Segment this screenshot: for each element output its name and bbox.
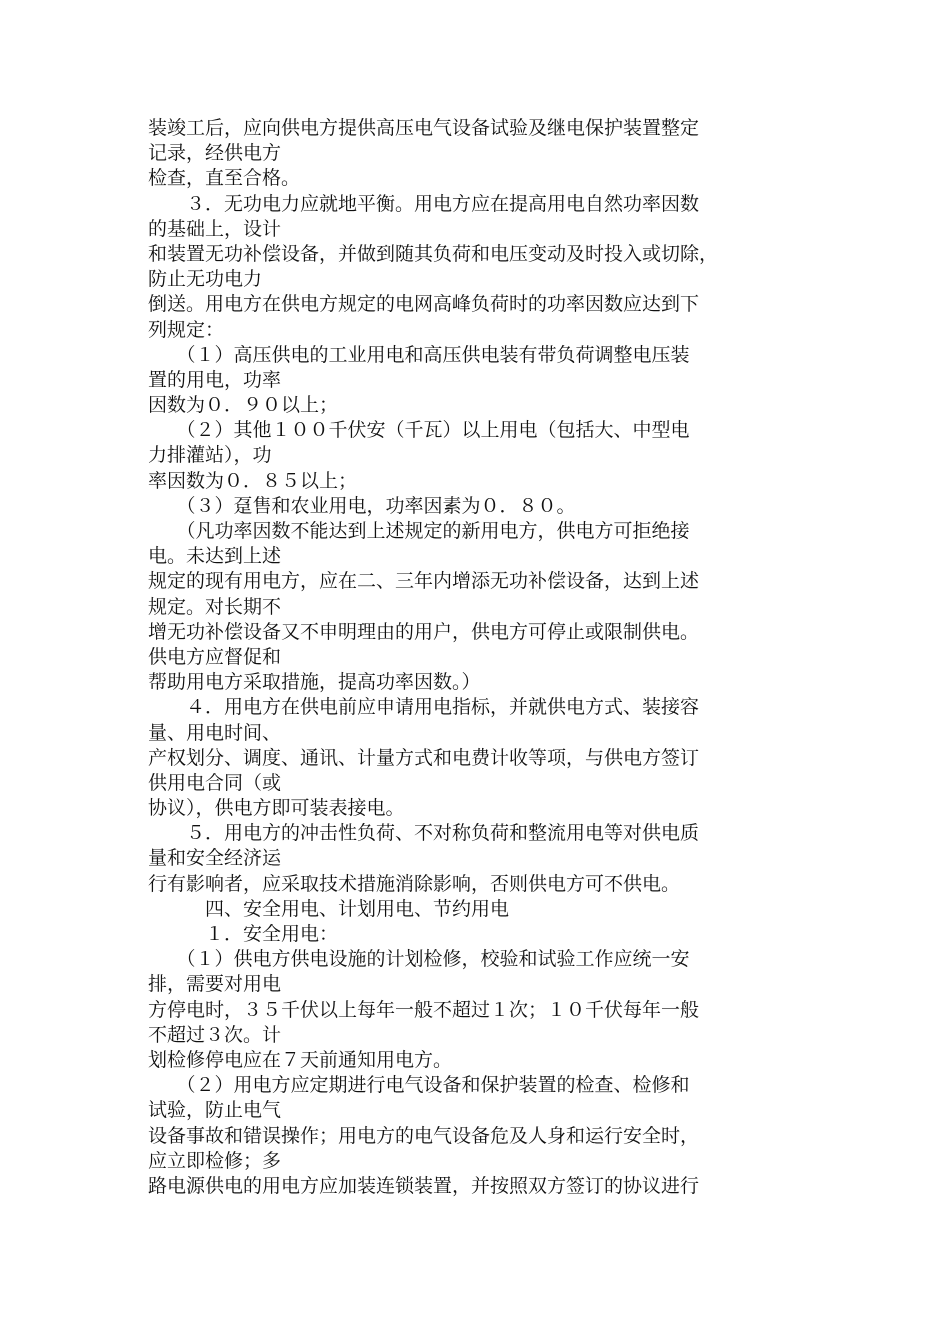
text-line: （１）供电方供电设施的计划检修，校验和试验工作应统一安 xyxy=(148,948,690,971)
text-line: 记录，经供电方 xyxy=(148,142,282,165)
text-line: 力排灌站），功 xyxy=(148,444,272,467)
text-line: （２）其他１００千伏安（千瓦）以上用电（包括大、中型电 xyxy=(148,419,690,442)
text-line: （２）用电方应定期进行电气设备和保护装置的检查、检修和 xyxy=(148,1074,690,1097)
text-line: 量、用电时间、 xyxy=(148,721,282,744)
text-line: 量和安全经济运 xyxy=(148,847,282,870)
text-line: 划检修停电应在７天前通知用电方。 xyxy=(148,1048,453,1071)
text-line: 电。未达到上述 xyxy=(148,545,282,568)
text-line: 防止无功电力 xyxy=(148,268,263,291)
text-line: 装竣工后，应向供电方提供高压电气设备试验及继电保护装置整定 xyxy=(148,117,700,139)
document-body xyxy=(148,116,828,1199)
text-line: 路电源供电的用电方应加装连锁装置，并按照双方签订的协议进行 xyxy=(148,1174,700,1197)
text-line: 列规定： xyxy=(148,318,225,341)
text-line: ３．无功电力应就地平衡。用电方应在提高用电自然功率因数 xyxy=(148,192,700,215)
text-line: 应立即检修；多 xyxy=(148,1149,282,1172)
text-line: 置的用电，功率 xyxy=(148,368,282,391)
text-line: （凡功率因数不能达到上述规定的新用电方，供电方可拒绝接 xyxy=(148,520,690,542)
text-line: 供电方应督促和 xyxy=(148,645,282,668)
text-line: 规定。对长期不 xyxy=(148,595,282,618)
text-line: 增无功补偿设备又不申明理由的用户，供电方可停止或限制供电。 xyxy=(148,620,700,643)
text-line: 因数为０．９０以上； xyxy=(148,394,339,417)
text-line: 供用电合同（或 xyxy=(148,771,282,794)
text-line: 检查，直至合格。 xyxy=(148,167,301,190)
text-line: ４．用电方在供电前应申请用电指标，并就供电方式、装接容 xyxy=(148,696,700,719)
text-line: 试验，防止电气 xyxy=(148,1099,282,1122)
text-line: 和装置无功补偿设备，并做到随其负荷和电压变动及时投入或切除， xyxy=(148,242,719,265)
text-line: 倒送。用电方在供电方规定的电网高峰负荷时的功率因数应达到下 xyxy=(148,293,700,316)
text-line: 排，需要对用电 xyxy=(148,973,282,996)
text-line: 帮助用电方采取措施，提高功率因数。） xyxy=(148,671,481,694)
text-line: １．安全用电： xyxy=(148,923,339,945)
text-line: 规定的现有用电方，应在二、三年内增添无功补偿设备，达到上述 xyxy=(148,570,700,593)
text-line: 不超过３次。计 xyxy=(148,1023,282,1046)
text-line: 方停电时，３５千伏以上每年一般不超过１次；１０千伏每年一般 xyxy=(148,998,700,1021)
text-line: 四、安全用电、计划用电、节约用电 xyxy=(148,897,510,920)
text-line: （３）趸售和农业用电，功率因素为０．８０。 xyxy=(148,494,576,517)
text-line: 产权划分、调度、通讯、计量方式和电费计收等项，与供电方签订 xyxy=(148,746,700,769)
text-line: 的基础上，设计 xyxy=(148,217,282,240)
text-line: 设备事故和错误操作；用电方的电气设备危及人身和运行安全时， xyxy=(148,1124,700,1147)
text-line: 行有影响者，应采取技术措施消除影响，否则供电方可不供电。 xyxy=(148,872,681,895)
text-line: 率因数为０．８５以上； xyxy=(148,469,358,492)
text-line: ５．用电方的冲击性负荷、不对称负荷和整流用电等对供电质 xyxy=(148,822,700,845)
text-line: （１）高压供电的工业用电和高压供电装有带负荷调整电压装 xyxy=(148,343,690,366)
text-line: 协议），供电方即可装表接电。 xyxy=(148,797,405,820)
